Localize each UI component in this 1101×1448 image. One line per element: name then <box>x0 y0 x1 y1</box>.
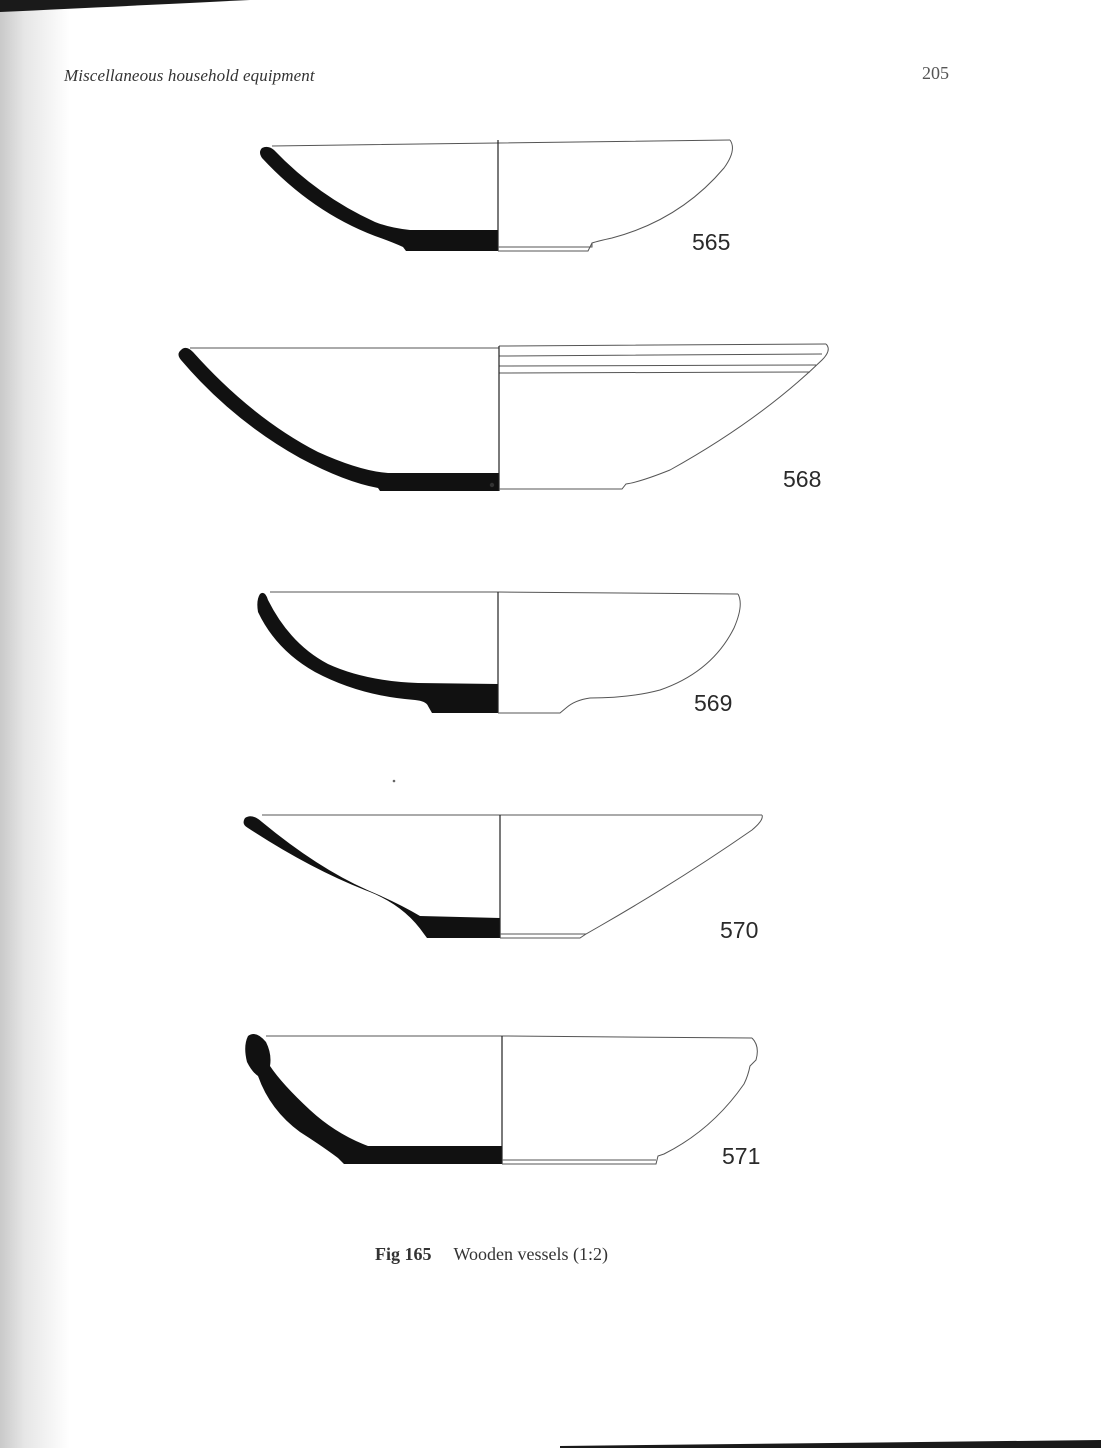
vessel-570 <box>244 815 763 943</box>
vessel-569 <box>257 592 740 716</box>
vessel-label-565: 565 <box>692 229 731 255</box>
figure-number: Fig 165 <box>375 1244 432 1264</box>
vessel-label-571: 571 <box>722 1143 761 1169</box>
vessel-label-569: 569 <box>694 690 733 716</box>
vessel-568-mark <box>490 483 494 487</box>
vessel-label-570: 570 <box>720 917 759 943</box>
vessel-571-profile <box>502 1038 757 1164</box>
vessel-565-rim-line <box>272 140 730 146</box>
speck <box>393 780 396 783</box>
vessel-565 <box>260 140 732 255</box>
page-number: 205 <box>922 63 949 83</box>
vessel-571 <box>245 1034 760 1169</box>
vessel-565-section <box>260 147 498 251</box>
vessel-571-rim-line <box>266 1036 752 1038</box>
running-head: Miscellaneous household equipment <box>64 66 315 85</box>
vessel-label-568: 568 <box>783 466 822 492</box>
vessel-571-section <box>245 1034 502 1164</box>
figure-caption <box>375 1244 608 1265</box>
vessel-570-section <box>244 816 500 938</box>
figure-caption-text: Wooden vessels (1:2) <box>453 1244 609 1264</box>
vessel-568 <box>179 344 829 492</box>
vessel-569-section <box>257 593 498 713</box>
vessel-568-rim-bands <box>499 344 826 373</box>
vessel-569-rim-line <box>270 592 738 594</box>
vessel-568-section <box>179 348 500 491</box>
